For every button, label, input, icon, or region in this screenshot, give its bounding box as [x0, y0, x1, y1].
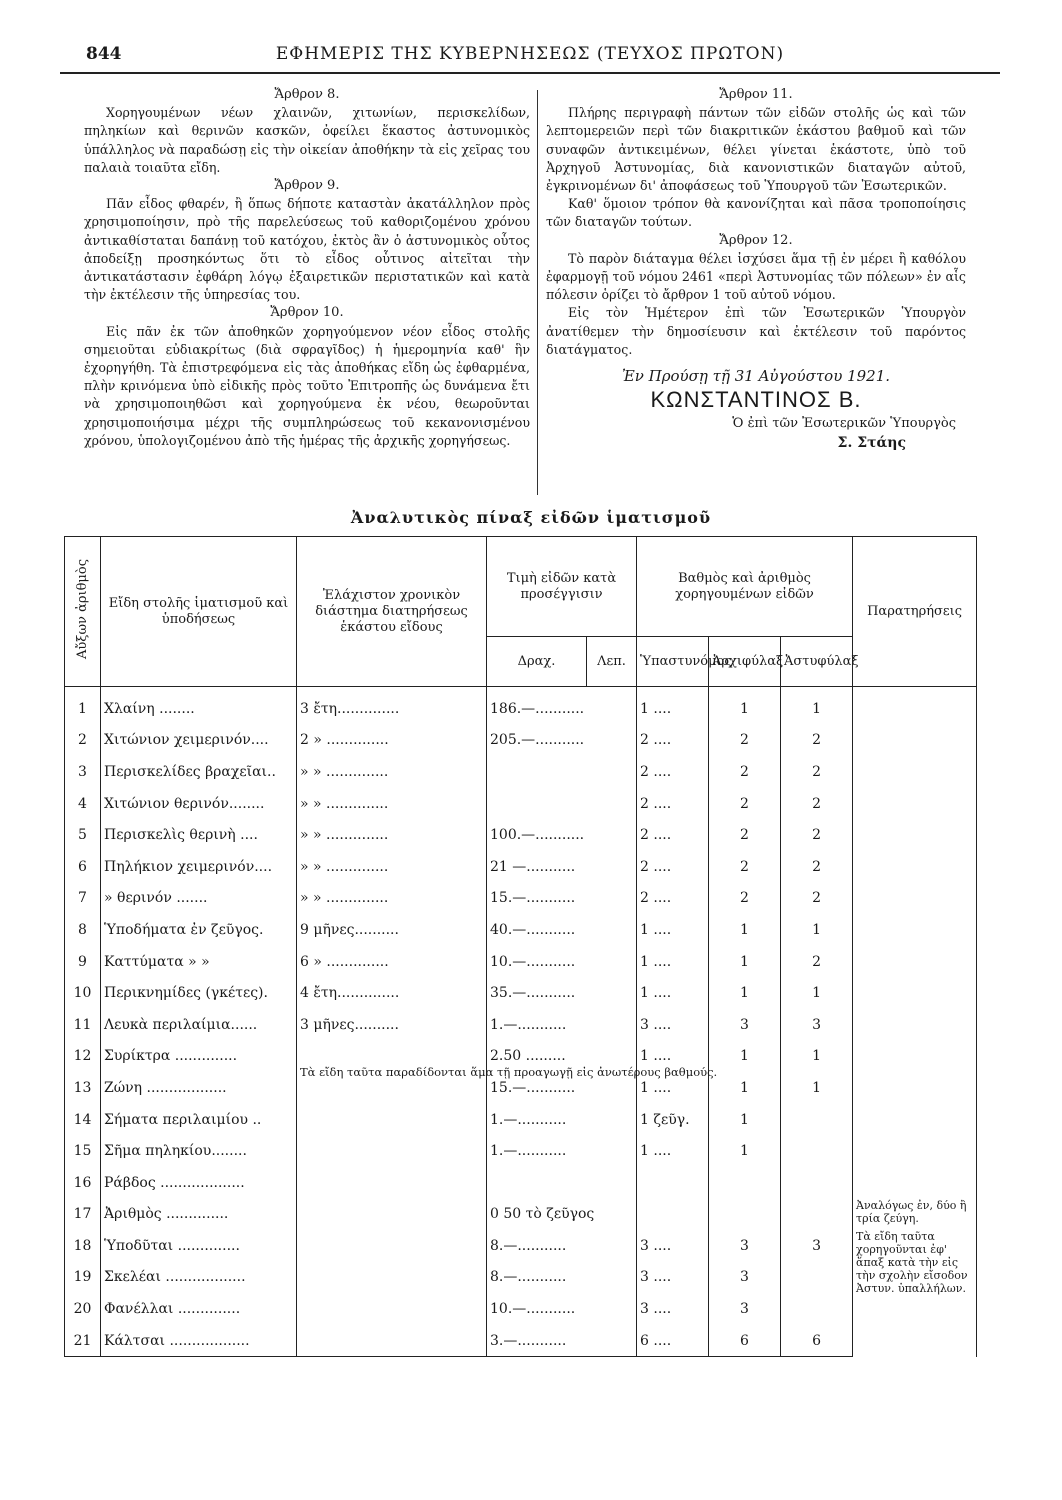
row-rank-deputy: 3 ....	[637, 1230, 709, 1262]
row-rank-constable: 2	[781, 725, 853, 757]
row-rank-deputy	[637, 1167, 709, 1199]
row-remarks	[853, 819, 977, 851]
row-remarks	[853, 851, 977, 883]
header-drachmas: Δραχ.	[487, 637, 587, 687]
row-rank-constable: 2	[781, 788, 853, 820]
row-rank-constable: 2	[781, 851, 853, 883]
row-remarks	[853, 687, 977, 725]
row-item: » θερινόν .......	[101, 883, 297, 915]
row-remarks	[853, 977, 977, 1009]
row-price	[487, 1167, 637, 1199]
row-price: 100.—...........	[487, 819, 637, 851]
row-duration: » » ..............	[297, 851, 487, 883]
row-item: Χιτώνιον χειμερινόν....	[101, 725, 297, 757]
row-rank-deputy: 1 ....	[637, 1041, 709, 1073]
minister-name: Σ. Στάης	[837, 434, 906, 451]
table-row	[65, 725, 977, 757]
gazette-title: ΕΦΗΜΕΡΙΣ ΤΗΣ ΚΥΒΕΡΝΗΣΕΩΣ (ΤΕΥΧΟΣ ΠΡΩΤΟΝ)	[275, 44, 785, 64]
row-rank-chief-guard: 3	[709, 1230, 781, 1262]
place-date: Ἐν Προύσῃ τῇ 31 Αὐγούστου 1921.	[621, 367, 891, 386]
row-item: Σκελέαι ..................	[101, 1262, 297, 1294]
row-rank-constable	[781, 1104, 853, 1136]
row-remarks	[853, 1135, 977, 1167]
row-item: Ὑποδήματα ἐν ζεῦγος.	[101, 914, 297, 946]
row-duration: 2 » ..............	[297, 725, 487, 757]
article-10-heading: Ἄρθρον 10.	[270, 305, 344, 321]
article-8-text: Χορηγουμένων νέων χλαινῶν, χιτωνίων, περισκελίδων, πηληκίων καὶ θερινῶν κασκῶν, ὀφείλει ἕκαστος ἀστυνομικὸς ὑπάλληλος νὰ παραδώσῃ εἰς τὴν οἰκείαν ἀποθήκην τὰ εἰς χεῖρας του παλαιὰ τοιαῦτα εἴδη.	[84, 105, 530, 175]
row-rank-constable	[781, 1135, 853, 1167]
row-rank-deputy: 3 ....	[637, 1009, 709, 1041]
row-rank-chief-guard: 1	[709, 687, 781, 725]
clothing-table	[64, 536, 977, 1357]
row-duration: » » ..............	[297, 788, 487, 820]
row-rank-deputy: 1 ....	[637, 687, 709, 725]
page-header	[60, 38, 1000, 74]
row-duration: 6 » ..............	[297, 946, 487, 978]
article-11-text-2: Καθ' ὅμοιον τρόπον θὰ κανονίζηται καὶ πᾶσα τροποποίησις τῶν διαταγῶν τούτων.	[546, 196, 966, 230]
row-remarks	[853, 1104, 977, 1136]
row-number: 6	[65, 851, 101, 883]
row-item: Περισκελὶς θερινὴ ....	[101, 819, 297, 851]
table-row	[65, 1230, 977, 1262]
row-item: Λευκὰ περιλαίμια......	[101, 1009, 297, 1041]
row-number: 14	[65, 1104, 101, 1136]
row-rank-constable: 1	[781, 687, 853, 725]
row-number: 8	[65, 914, 101, 946]
row-price: 205.—...........	[487, 725, 637, 757]
row-rank-chief-guard: 1	[709, 946, 781, 978]
article-10-text: Εἰς πᾶν ἐκ τῶν ἀποθηκῶν χορηγούμενον νέον εἶδος στολῆς σημειοῦται εὐδιακρίτως (διὰ σφραγῖδος) ἡ ἡμερομηνία καθ' ἣν ἐχορηγήθη. Τὰ ἐπιστρεφόμενα εἰς τὰς ἀποθήκας εἴδη ὡς ἐφθαρμένα, πλὴν κρινόμενα ὑπὸ εἰδικῆς πρὸς τοῦτο Ἐπιτροπῆς ὡς δυνάμενα ἔτι νὰ χρησιμοποιηθῶσι καὶ χορηγούμενα ἐκ νέου, θεωροῦνται χρησιμοποιήσιμα μέχρι τῆς συμπληρώσεως τοῦ κεκανονισμένου χρόνου, ὑπολογιζομένου ἀπὸ τῆς ἡμέρας τῆς ἀρχικῆς χορηγήσεως.	[84, 323, 530, 448]
table-title: Ἀναλυτικὸς πίναξ εἰδῶν ἱματισμοῦ	[350, 508, 712, 527]
header-lepta: Λεπ.	[587, 637, 637, 687]
row-rank-chief-guard	[709, 1167, 781, 1199]
row-item: Ζώνη ..................	[101, 1072, 297, 1104]
row-item: Πηλήκιον χειμερινόν....	[101, 851, 297, 883]
row-duration: » » ..............	[297, 819, 487, 851]
row-rank-deputy: 1 ....	[637, 1135, 709, 1167]
row-duration: 9 μῆνες..........	[297, 914, 487, 946]
row-rank-constable: 2	[781, 946, 853, 978]
row-number: 12	[65, 1041, 101, 1073]
row-rank-chief-guard: 3	[709, 1009, 781, 1041]
header-serial-number: Αὔξων ἀριθμὸς	[65, 537, 101, 687]
table-row	[65, 1009, 977, 1041]
row-item: Ὑποδῦται ..............	[101, 1230, 297, 1262]
row-rank-constable: 1	[781, 1041, 853, 1073]
header-rank-chief-guard: Ἀρχιφύλαξ	[709, 637, 781, 687]
row-rank-deputy: 1 ζεῦγ.	[637, 1104, 709, 1136]
row-price: 2.50 .........	[487, 1041, 637, 1073]
king-signature: ΚΩΝΣΤΑΝΤΙΝΟΣ Β.	[650, 387, 862, 413]
left-column	[84, 86, 530, 450]
row-duration	[297, 1325, 487, 1357]
row-number: 19	[65, 1262, 101, 1294]
article-8-heading: Ἄρθρον 8.	[274, 87, 340, 102]
row-item: Ράβδος ...................	[101, 1167, 297, 1199]
row-rank-constable: 6	[781, 1325, 853, 1357]
row-remarks	[853, 1072, 977, 1104]
table-row	[65, 1041, 977, 1073]
row-number: 9	[65, 946, 101, 978]
remark-18-21: Τὰ εἴδη ταῦτα χορηγοῦνται ἐφ' ἅπαξ κατὰ τὴν εἰς τὴν σχολὴν εἴσοδον Ἀστυν. ὑπαλλήλων.	[853, 1230, 977, 1357]
row-rank-chief-guard: 2	[709, 851, 781, 883]
row-rank-chief-guard: 1	[709, 1041, 781, 1073]
row-number: 11	[65, 1009, 101, 1041]
row-number: 7	[65, 883, 101, 915]
row-duration	[297, 1262, 487, 1294]
table-row	[65, 788, 977, 820]
row-rank-chief-guard: 1	[709, 1104, 781, 1136]
row-price: 1.—...........	[487, 1135, 637, 1167]
row-price: 8.—...........	[487, 1262, 637, 1294]
row-duration: » » ..............	[297, 883, 487, 915]
row-duration	[297, 1230, 487, 1262]
header-ranks: Βαθμὸς καὶ ἀριθμὸς χορηγουμένων εἰδῶν	[637, 537, 853, 637]
header-rank-constable: Ἀστυφύλαξ	[781, 637, 853, 687]
row-rank-constable	[781, 1293, 853, 1325]
header-remarks: Παρατηρήσεις	[853, 537, 977, 687]
row-item: Χιτώνιον θερινόν........	[101, 788, 297, 820]
row-rank-chief-guard: 2	[709, 819, 781, 851]
article-11-text-1: Πλήρης περιγραφὴ πάντων τῶν εἰδῶν στολῆς ὡς καὶ τῶν λεπτομερειῶν περὶ τῶν διακριτικῶν ἑκάστου βαθμοῦ καὶ τῶν συναφῶν ἀντικειμένων, θέλει γίνεται ἑκάστοτε, ὑπὸ τοῦ Ἀρχηγοῦ Ἀστυνομίας, διὰ κανονιστικῶν διαταγῶν αὐτοῦ, ἐγκρινομένων δι' ἀποφάσεως τοῦ Ὑπουργοῦ τῶν Ἐσωτερικῶν.	[546, 105, 966, 194]
row-remarks	[853, 1167, 977, 1199]
row-duration: 3 μῆνες..........	[297, 1009, 487, 1041]
row-rank-constable: 1	[781, 977, 853, 1009]
row-rank-constable	[781, 1262, 853, 1294]
row-rank-constable: 2	[781, 819, 853, 851]
row-rank-deputy	[637, 1199, 709, 1231]
row-remarks	[853, 725, 977, 757]
table-row	[65, 977, 977, 1009]
row-rank-chief-guard: 2	[709, 788, 781, 820]
row-rank-deputy: 1 ....	[637, 977, 709, 1009]
row-rank-deputy: 3 ....	[637, 1293, 709, 1325]
row-rank-chief-guard: 1	[709, 1072, 781, 1104]
row-duration	[297, 1293, 487, 1325]
row-rank-chief-guard	[709, 1199, 781, 1231]
table-row	[65, 1262, 977, 1294]
row-price: 1.—...........	[487, 1104, 637, 1136]
row-price: 15.—...........	[487, 883, 637, 915]
row-item: Συρίκτρα ..............	[101, 1041, 297, 1073]
row-remarks	[853, 914, 977, 946]
row-duration: 3 ἔτη..............	[297, 687, 487, 725]
table-row	[65, 687, 977, 725]
row-item: Σήματα περιλαιμίου ..	[101, 1104, 297, 1136]
remark-17: Ἀναλόγως ἐν, δύο ἢ τρία ζεύγη.	[853, 1199, 977, 1231]
row-rank-chief-guard: 2	[709, 883, 781, 915]
row-rank-deputy: 2 ....	[637, 725, 709, 757]
row-rank-deputy: 2 ....	[637, 756, 709, 788]
row-remarks	[853, 1009, 977, 1041]
row-price: 15.—...........	[487, 1072, 637, 1104]
row-rank-deputy: 1 ....	[637, 1072, 709, 1104]
row-rank-constable: 1	[781, 914, 853, 946]
row-duration	[297, 1199, 487, 1231]
table-row	[65, 851, 977, 883]
table-row	[65, 1135, 977, 1167]
row-price: 0 50 τὸ ζεῦγος	[487, 1199, 637, 1231]
row-remarks	[853, 946, 977, 978]
row-rank-chief-guard: 1	[709, 914, 781, 946]
article-12-heading: Ἄρθρον 12.	[719, 232, 793, 248]
row-rank-chief-guard: 1	[709, 977, 781, 1009]
row-item: Χλαίνη ........	[101, 687, 297, 725]
row-number: 4	[65, 788, 101, 820]
row-rank-chief-guard: 2	[709, 725, 781, 757]
row-duration	[297, 1135, 487, 1167]
table-body	[65, 687, 977, 1357]
row-price	[487, 788, 637, 820]
row-number: 3	[65, 756, 101, 788]
row-rank-deputy: 2 ....	[637, 819, 709, 851]
column-divider	[537, 90, 538, 495]
table-row	[65, 1199, 977, 1231]
header-price: Τιμὴ εἰδῶν κατὰ προσέγγισιν	[487, 537, 637, 637]
row-rank-constable: 2	[781, 756, 853, 788]
row-price: 8.—...........	[487, 1230, 637, 1262]
row-number: 2	[65, 725, 101, 757]
table-row	[65, 914, 977, 946]
row-number: 15	[65, 1135, 101, 1167]
table-row	[65, 1293, 977, 1325]
article-12-text-2: Εἰς τὸν Ἡμέτερον ἐπὶ τῶν Ἐσωτερικῶν Ὑπουργὸν ἀνατίθεμεν τὴν δημοσίευσιν καὶ ἐκτέλεσιν τοῦ παρόντος διατάγματος.	[546, 305, 966, 357]
row-rank-chief-guard: 3	[709, 1293, 781, 1325]
row-remarks	[853, 883, 977, 915]
row-rank-constable	[781, 1167, 853, 1199]
row-price	[487, 756, 637, 788]
row-remarks	[853, 788, 977, 820]
row-rank-chief-guard: 1	[709, 1135, 781, 1167]
table-row	[65, 819, 977, 851]
article-9-text: Πᾶν εἶδος φθαρέν, ἢ ὅπως δήποτε καταστὰν ἀκατάλληλον πρὸς χρησιμοποίησιν, πρὸ τῆς παρελεύσεως τοῦ καθοριζομένου χρόνου ἀντικαθίσταται δαπάνῃ τοῦ κατόχου, ἐκτὸς ἂν ὁ ἀστυνομικὸς οὗτος ἀποδείξῃ προσηκόντως ὅτι τὸ εἶδος οὗτινος αἰτεῖται τὴν ἀντικατάστασιν ἐφθάρη λόγῳ ἐξαιρετικῶν περιστατικῶν καὶ κατὰ τὴν ἐκτέλεσιν τῆς ὑπηρεσίας του.	[84, 196, 530, 303]
minister-title: Ὁ ἐπὶ τῶν Ἐσωτερικῶν Ὑπουργὸς	[732, 416, 956, 432]
row-remarks	[853, 1041, 977, 1073]
row-price: 21 —...........	[487, 851, 637, 883]
table-row	[65, 1325, 977, 1357]
article-11-heading: Ἄρθρον 11.	[719, 87, 793, 102]
row-rank-deputy: 2 ....	[637, 883, 709, 915]
row-price: 35.—...........	[487, 977, 637, 1009]
row-item: Σῆμα πηληκίου........	[101, 1135, 297, 1167]
row-duration	[297, 1167, 487, 1199]
row-rank-constable: 3	[781, 1230, 853, 1262]
row-rank-constable: 3	[781, 1009, 853, 1041]
table-row	[65, 756, 977, 788]
row-rank-deputy: 2 ....	[637, 851, 709, 883]
row-rank-deputy: 6 ....	[637, 1325, 709, 1357]
row-price: 1.—...........	[487, 1009, 637, 1041]
row-number: 17	[65, 1199, 101, 1231]
right-column	[546, 86, 966, 452]
row-number: 5	[65, 819, 101, 851]
row-duration: » » ..............	[297, 756, 487, 788]
article-9-heading: Ἄρθρον 9.	[274, 178, 340, 194]
row-rank-deputy: 1 ....	[637, 914, 709, 946]
row-rank-constable: 1	[781, 1072, 853, 1104]
row-item: Περισκελίδες βραχεῖαι..	[101, 756, 297, 788]
row-item: Περικνημίδες (γκέτες).	[101, 977, 297, 1009]
row-price: 40.—...........	[487, 914, 637, 946]
header-rank-deputy: Ὑπαστυνόμος	[637, 637, 709, 687]
row-duration	[297, 1104, 487, 1136]
table-row	[65, 1167, 977, 1199]
page-number: 844	[86, 44, 122, 64]
row-rank-chief-guard: 3	[709, 1262, 781, 1294]
row-rank-deputy: 1 ....	[637, 946, 709, 978]
row-item: Φανέλλαι ..............	[101, 1293, 297, 1325]
row-price: 3.—...........	[487, 1325, 637, 1357]
row-remarks	[853, 756, 977, 788]
article-12-text-1: Τὸ παρὸν διάταγμα θέλει ἰσχύσει ἅμα τῇ ἐν μέρει ἢ καθόλου ἐφαρμογῇ τοῦ νόμου 2461 «περὶ Ἀστυνομίας τῶν πόλεων» ἐν αἷς πόλεσιν ὁρίζει τὸ ἄρθρον 1 τοῦ αὐτοῦ νόμου.	[546, 250, 966, 303]
row-price: 10.—...........	[487, 946, 637, 978]
row-number: 10	[65, 977, 101, 1009]
table-row	[65, 1104, 977, 1136]
table-row	[65, 946, 977, 978]
row-rank-constable	[781, 1199, 853, 1231]
table-row	[65, 883, 977, 915]
row-rank-deputy: 3 ....	[637, 1262, 709, 1294]
row-number: 18	[65, 1230, 101, 1262]
row-number: 16	[65, 1167, 101, 1199]
row-item: Κάλτσαι ..................	[101, 1325, 297, 1357]
duration-note: Τὰ εἴδη ταῦτα παραδίδονται ἅμα τῇ προαγωγῇ εἰς ἀνωτέρους βαθμούς.	[297, 1041, 487, 1104]
row-number: 21	[65, 1325, 101, 1357]
row-price: 10.—...........	[487, 1293, 637, 1325]
row-rank-deputy: 2 ....	[637, 788, 709, 820]
row-price: 186.—...........	[487, 687, 637, 725]
row-rank-constable: 2	[781, 883, 853, 915]
row-rank-chief-guard: 6	[709, 1325, 781, 1357]
row-item: Ἀριθμὸς ..............	[101, 1199, 297, 1231]
row-duration: 4 ἔτη..............	[297, 977, 487, 1009]
row-item: Καττύματα » »	[101, 946, 297, 978]
header-item: Εἴδη στολῆς ἱματισμοῦ καὶ ὑποδήσεως	[101, 537, 297, 687]
row-number: 13	[65, 1072, 101, 1104]
row-rank-chief-guard: 2	[709, 756, 781, 788]
header-duration: Ἐλάχιστον χρονικὸν διάστημα διατηρήσεως ἑκάστου εἴδους	[297, 537, 487, 687]
row-number: 1	[65, 687, 101, 725]
row-number: 20	[65, 1293, 101, 1325]
